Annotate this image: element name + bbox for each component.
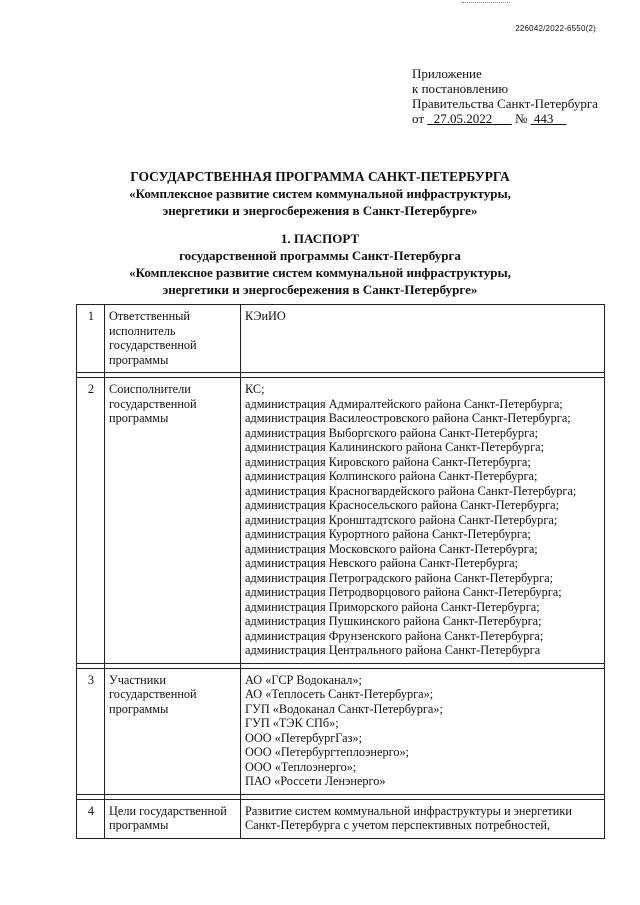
row-value-line: Санкт-Петербурга с учетом перспективных потребностей, [245,818,551,832]
row-value-line: администрация Петроградского района Санкт-Петербурга; [245,570,553,585]
decree-number: 443 [533,111,554,126]
row-value-line: администрация Фрунзенского района Санкт-Петербурга; [245,628,544,643]
row-label-line: исполнитель [109,323,176,338]
row-value-line: администрация Пушкинского района Санкт-Петербурга; [245,614,542,628]
program-title-line: энергетики и энергосбережения в Санкт-Петербурге» [162,203,478,218]
row-value-line: ГУП «ТЭК СПб»; [245,716,339,730]
row-label [105,378,241,664]
program-title-line: ГОСУДАРСТВЕННАЯ ПРОГРАММА САНКТ-ПЕТЕРБУРГА [130,169,510,184]
row-label-line: государственной [109,396,197,411]
row-value-line: ПАО «Россети Ленэнерго» [245,774,386,788]
row-value-line: администрация Адмиралтейского района Санкт-Петербурга; [245,396,563,411]
row-label-line: программы [109,818,169,832]
row-value-line: администрация Невского района Санкт-Петербурга; [245,556,518,570]
row-value-line: администрация Кронштадтского района Санкт-Петербурга; [245,512,558,527]
row-number: 4 [77,799,105,838]
row-value-line: Развитие систем коммунальной инфраструктуры и энергетики [245,803,572,818]
document-number: 226042/2022-6550(2) [515,24,596,33]
row-value [241,305,605,373]
appendix-line: Приложение [412,66,482,81]
row-number: 1 [77,305,105,373]
row-value-line: администрация Петродворцового района Санкт-Петербурга; [245,585,562,599]
date-prefix: от [412,111,425,126]
table-row [77,799,605,838]
number-prefix: № [515,111,528,126]
row-value-line: ГУП «Водоканал Санкт-Петербурга»; [245,701,443,716]
row-value-line: администрация Красносельского района Санкт-Петербурга; [245,498,560,512]
table-row [77,378,605,664]
row-value-line: администрация Василеостровского района Санкт-Петербурга; [245,411,571,425]
table-row [77,668,605,794]
passport-heading-line: «Комплексное развитие систем коммунальной инфраструктуры, [129,265,511,280]
passport-table [76,304,605,839]
row-label-line: Ответственный [109,309,190,323]
appendix-block [412,66,598,126]
row-label-line: программы [109,352,169,367]
passport-heading-line: 1. ПАСПОРТ [280,231,360,246]
row-value-line: КС; [245,382,265,396]
row-value-line: администрация Выборгского района Санкт-Петербурга; [245,425,538,440]
row-number: 2 [77,378,105,664]
row-value-line: ООО «Петербургтеплоэнерго»; [245,745,410,759]
row-value [241,668,605,794]
row-value-line: администрация Приморского района Санкт-Петербурга; [245,599,540,614]
decree-date: 27.05.2022 [433,111,493,126]
row-value-line: АО «ГСР Водоканал»; [245,672,362,687]
row-label-line: Соисполнители [109,382,191,396]
row-value-line: ООО «Теплоэнерго»; [245,759,357,774]
row-label-line: государственной [109,687,197,701]
program-title [0,168,640,219]
row-value [241,378,605,664]
appendix-line: к постановлению [412,81,509,96]
row-label-line: Участники [109,672,166,687]
row-label-line: программы [109,701,169,716]
passport-heading [0,230,640,298]
row-value [241,799,605,838]
row-value-line: администрация Колпинского района Санкт-Петербурга; [245,469,538,483]
row-value-line: администрация Центрального района Санкт-Петербурга [245,643,541,657]
row-value-line: КЭиИО [245,309,286,323]
appendix-line: Правительства Санкт-Петербурга [412,96,598,111]
row-value-line: администрация Московского района Санкт-Петербурга; [245,541,538,556]
row-value-line: администрация Кировского района Санкт-Петербурга; [245,454,531,469]
row-label [105,668,241,794]
row-value-line: администрация Курортного района Санкт-Петербурга; [245,527,531,541]
row-value-line: администрация Калининского района Санкт-Петербурга; [245,440,544,454]
row-number: 3 [77,668,105,794]
program-title-line: «Комплексное развитие систем коммунальной инфраструктуры, [129,186,511,201]
row-label-line: Цели государственной [109,803,227,818]
passport-heading-line: государственной программы Санкт-Петербурга [179,248,461,263]
row-value-line: ООО «ПетербургГаз»; [245,730,362,745]
row-label-line: государственной [109,338,197,352]
scan-mark [462,0,510,3]
table-row [77,305,605,373]
row-label [105,305,241,373]
row-label [105,799,241,838]
row-value-line: администрация Красногвардейского района Санкт-Петербурга; [245,483,577,498]
row-label-line: программы [109,411,169,425]
passport-heading-line: энергетики и энергосбережения в Санкт-Петербурге» [162,282,478,297]
row-value-line: АО «Теплосеть Санкт-Петербурга»; [245,687,434,701]
appendix-date-line [412,111,598,126]
